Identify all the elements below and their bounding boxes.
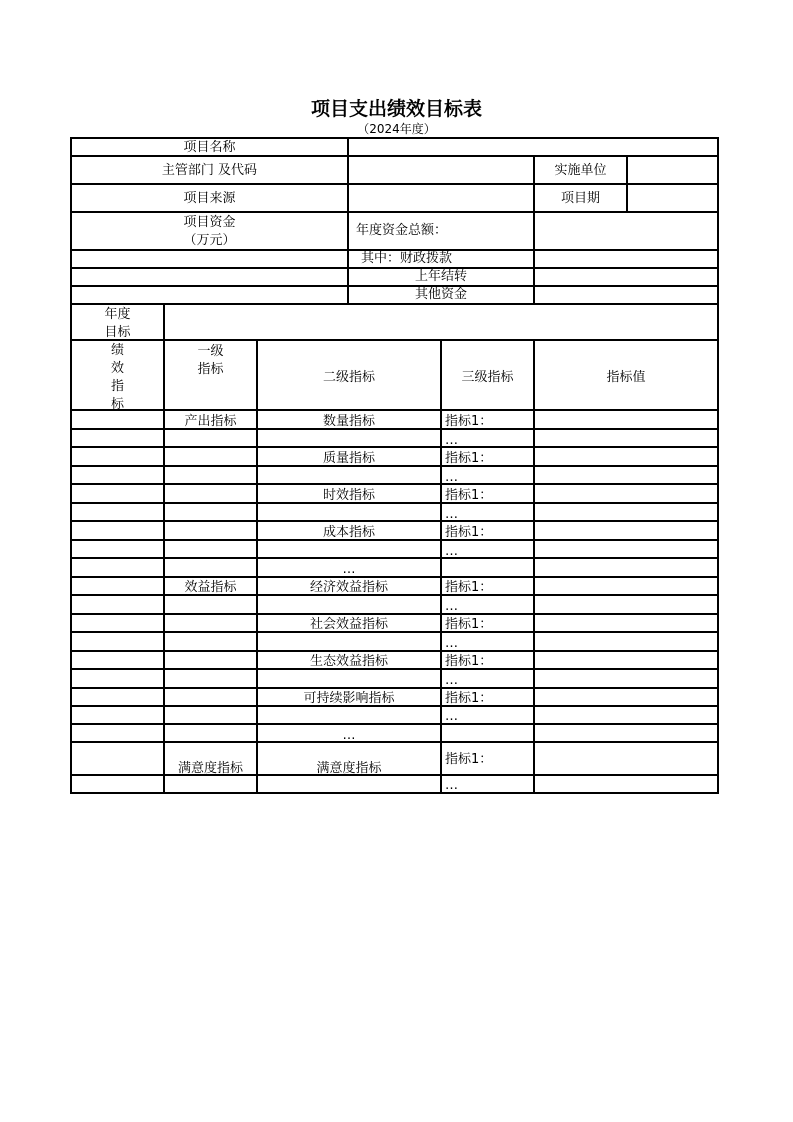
indicator-1: 指标1： xyxy=(445,414,493,429)
indicator-1: 指标1： xyxy=(445,752,493,767)
annual-total-label: 年度资金总额： xyxy=(356,223,448,238)
level2-header: 二级指标 xyxy=(322,370,375,385)
impl-unit-label: 实施单位 xyxy=(554,163,607,178)
ellipsis: … xyxy=(445,599,458,614)
quantity-indicator: 数量指标 xyxy=(322,414,375,429)
level3-header: 三级指标 xyxy=(461,370,514,385)
dept-label: 主管部门 及代码 xyxy=(161,163,258,178)
project-period-label: 项目期 xyxy=(560,191,600,206)
indicator-1: 指标1： xyxy=(445,451,493,466)
sustainable-impact-indicator: 可持续影响指标 xyxy=(303,691,395,706)
indicator-1: 指标1： xyxy=(445,691,493,706)
ellipsis: … xyxy=(445,470,458,485)
indicator-1: 指标1： xyxy=(445,654,493,669)
ellipsis: … xyxy=(445,507,458,522)
page-subtitle: （2024年度） xyxy=(357,122,436,136)
ellipsis: … xyxy=(342,728,356,743)
timeliness-indicator: 时效指标 xyxy=(322,488,375,503)
indicator-1: 指标1： xyxy=(445,617,493,632)
annual-goal-label-2: 目标 xyxy=(104,325,131,340)
perf-indicator-header: 效 xyxy=(110,361,124,376)
indicator-1: 指标1： xyxy=(445,525,493,540)
indicator-1: 指标1： xyxy=(445,488,493,503)
ellipsis: … xyxy=(445,544,458,559)
ellipsis: … xyxy=(445,636,458,651)
social-benefit-indicator: 社会效益指标 xyxy=(309,617,388,632)
benefit-indicator-label: 效益指标 xyxy=(184,580,237,595)
ellipsis: … xyxy=(445,778,458,793)
ellipsis: … xyxy=(445,433,458,448)
level1-header: 一级 xyxy=(197,344,224,359)
page-title: 项目支出绩效目标表 xyxy=(310,98,482,120)
perf-indicator-header: 绩 xyxy=(110,343,124,358)
economic-benefit-indicator: 经济效益指标 xyxy=(309,580,388,595)
satisfaction-sub-indicator: 满意度指标 xyxy=(316,761,382,776)
output-indicator-label: 产出指标 xyxy=(184,414,237,429)
project-source-label: 项目来源 xyxy=(183,191,236,206)
project-name-label: 项目名称 xyxy=(183,140,236,155)
carryover-label: 上年结转 xyxy=(414,269,467,284)
indicator-1: 指标1： xyxy=(445,580,493,595)
perf-indicator-header: 标 xyxy=(110,397,124,412)
ellipsis: … xyxy=(342,562,356,577)
cost-indicator: 成本指标 xyxy=(322,525,375,540)
quality-indicator: 质量指标 xyxy=(322,451,375,466)
perf-indicator-header: 指 xyxy=(110,379,124,394)
satisfaction-indicator-label: 满意度指标 xyxy=(177,761,243,776)
ecological-benefit-indicator: 生态效益指标 xyxy=(309,654,388,669)
fiscal-funds-label: 其中：财政拨款 xyxy=(361,251,453,266)
ellipsis: … xyxy=(445,709,458,724)
project-funds-label: 项目资金 xyxy=(183,215,236,230)
ellipsis: … xyxy=(445,673,458,688)
value-header: 指标值 xyxy=(606,370,646,385)
level1-header-2: 指标 xyxy=(197,362,224,377)
project-funds-unit: （万元） xyxy=(183,233,236,248)
other-funds-label: 其他资金 xyxy=(414,287,467,302)
annual-goal-label: 年度 xyxy=(104,307,131,322)
